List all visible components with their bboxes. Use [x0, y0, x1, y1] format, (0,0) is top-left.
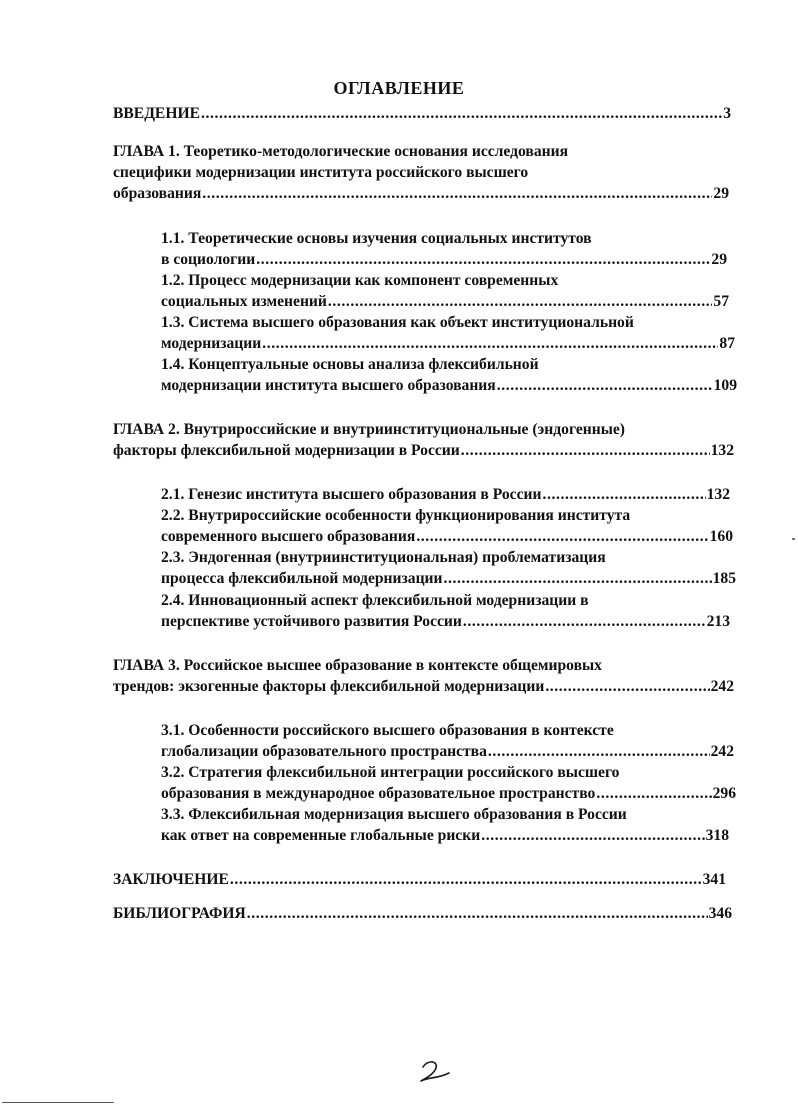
page-number: 3: [723, 105, 731, 122]
section-2-2-title-line: 2.2. Внутрироссийские особенности функционирования института: [161, 507, 631, 524]
toc-entry-introduction[interactable]: [113, 103, 731, 124]
entry-label: образования в международное образовательное пространство: [161, 785, 596, 802]
chapter-2-title-line: ГЛАВА 2. Внутрироссийские и внутриинституциональные (эндогенные): [113, 421, 625, 438]
section-3-3-title-line: 3.3. Флексибильная модернизация высшего образования в России: [161, 806, 627, 823]
page-number: 341: [702, 871, 726, 888]
section-1-3-title-line: 1.3. Система высшего образования как объект институциональной: [161, 314, 634, 331]
leader-dots: [481, 825, 704, 846]
section-2-4-title-line: 2.4. Инновационный аспект флексибильной модернизации в: [161, 592, 589, 609]
entry-label: процесса флексибильной модернизации: [161, 570, 443, 587]
page-number: 132: [706, 486, 730, 503]
toc-entry-conclusion[interactable]: [113, 869, 726, 890]
leader-dots: [488, 741, 710, 762]
entry-label: современного высшего образования: [161, 528, 416, 545]
toc-entry-chapter-2[interactable]: [113, 440, 734, 461]
page-number: 318: [705, 827, 729, 844]
toc-entry-section-2-2[interactable]: [161, 526, 733, 547]
toc-entry-section-3-1[interactable]: [161, 741, 734, 762]
leader-dots: [461, 440, 710, 461]
leader-dots: [328, 291, 713, 312]
scan-mark: [792, 538, 795, 540]
section-2-3-title-line: 2.3. Эндогенная (внутриинституциональная) проблематизация: [161, 549, 606, 566]
toc-entry-section-3-3[interactable]: [161, 825, 729, 846]
leader-dots: [262, 333, 718, 354]
leader-dots: [463, 611, 706, 632]
entry-label: глобализации образовательного пространства: [161, 743, 487, 760]
entry-label: образования: [113, 185, 202, 202]
leader-dots: [416, 526, 708, 547]
page-title: ОГЛАВЛЕНИЕ: [333, 78, 465, 98]
entry-label: социальных изменений: [161, 293, 327, 310]
section-3-1-title-line: 3.1. Особенности российского высшего образования в контексте: [161, 722, 614, 739]
toc-entry-chapter-3[interactable]: [113, 676, 734, 697]
chapter-1-title-line: специфики модернизации института российского высшего: [113, 164, 529, 181]
toc-entry-section-2-4[interactable]: [161, 611, 730, 632]
entry-label: БИБЛИОГРАФИЯ: [113, 905, 246, 922]
page-number: 29: [713, 185, 729, 202]
entry-label: факторы флексибильной модернизации в России: [113, 442, 460, 459]
leader-dots: [247, 903, 708, 924]
handwritten-page-number: [418, 1059, 452, 1085]
page-number: 242: [710, 743, 734, 760]
entry-label: ВВЕДЕНИЕ: [113, 105, 200, 122]
chapter-1-title-line: ГЛАВА 1. Теоретико-методологические основания исследования: [113, 143, 569, 160]
toc-entry-section-1-3[interactable]: [161, 333, 735, 354]
chapter-3-title-line: ГЛАВА 3. Российское высшее образование в контексте общемировых: [113, 657, 602, 674]
entry-label: в социологии: [161, 251, 256, 268]
toc-entry-chapter-1[interactable]: [113, 183, 729, 204]
entry-label: как ответ на современные глобальные риски: [161, 827, 481, 844]
entry-label: 2.1. Генезис института высшего образования в России: [161, 486, 542, 503]
leader-dots: [596, 783, 711, 804]
page-number: 87: [719, 335, 735, 352]
toc-entry-section-2-3[interactable]: [161, 568, 736, 589]
footer-rule: [2, 1102, 114, 1103]
leader-dots: [444, 568, 712, 589]
section-1-2-title-line: 1.2. Процесс модернизации как компонент современных: [161, 272, 559, 289]
leader-dots: [202, 183, 712, 204]
toc-entry-bibliography[interactable]: [113, 903, 732, 924]
page-number: 296: [712, 785, 736, 802]
section-3-2-title-line: 3.2. Стратегия флексибильной интеграции российского высшего: [161, 764, 620, 781]
page-number: 346: [708, 905, 732, 922]
page-number: 213: [706, 613, 730, 630]
leader-dots: [201, 103, 722, 124]
toc-entry-section-3-2[interactable]: [161, 783, 736, 804]
page-number: 57: [713, 293, 729, 310]
toc-entry-section-1-4[interactable]: [161, 375, 737, 396]
entry-label: трендов: экзогенные факторы флексибильной модернизации: [113, 678, 545, 695]
leader-dots: [230, 869, 702, 890]
page-number: 132: [710, 442, 734, 459]
entry-label: ЗАКЛЮЧЕНИЕ: [113, 871, 229, 888]
section-1-1-title-line: 1.1. Теоретические основы изучения социальных институтов: [161, 230, 592, 247]
entry-label: перспективе устойчивого развития России: [161, 613, 462, 630]
toc-entry-section-1-1[interactable]: [161, 249, 727, 270]
page-number: 242: [710, 678, 734, 695]
leader-dots: [256, 249, 710, 270]
leader-dots: [545, 676, 709, 697]
entry-label: модернизации: [161, 335, 262, 352]
page-number: 160: [709, 528, 733, 545]
section-1-4-title-line: 1.4. Концептуальные основы анализа флексибильной: [161, 356, 539, 373]
page-number: 185: [712, 570, 736, 587]
entry-label: модернизации института высшего образования: [161, 377, 496, 394]
page-number: 29: [711, 251, 727, 268]
toc-entry-section-2-1[interactable]: [161, 484, 730, 505]
page-number: 109: [713, 377, 737, 394]
leader-dots: [497, 375, 713, 396]
leader-dots: [542, 484, 705, 505]
toc-entry-section-1-2[interactable]: [161, 291, 729, 312]
